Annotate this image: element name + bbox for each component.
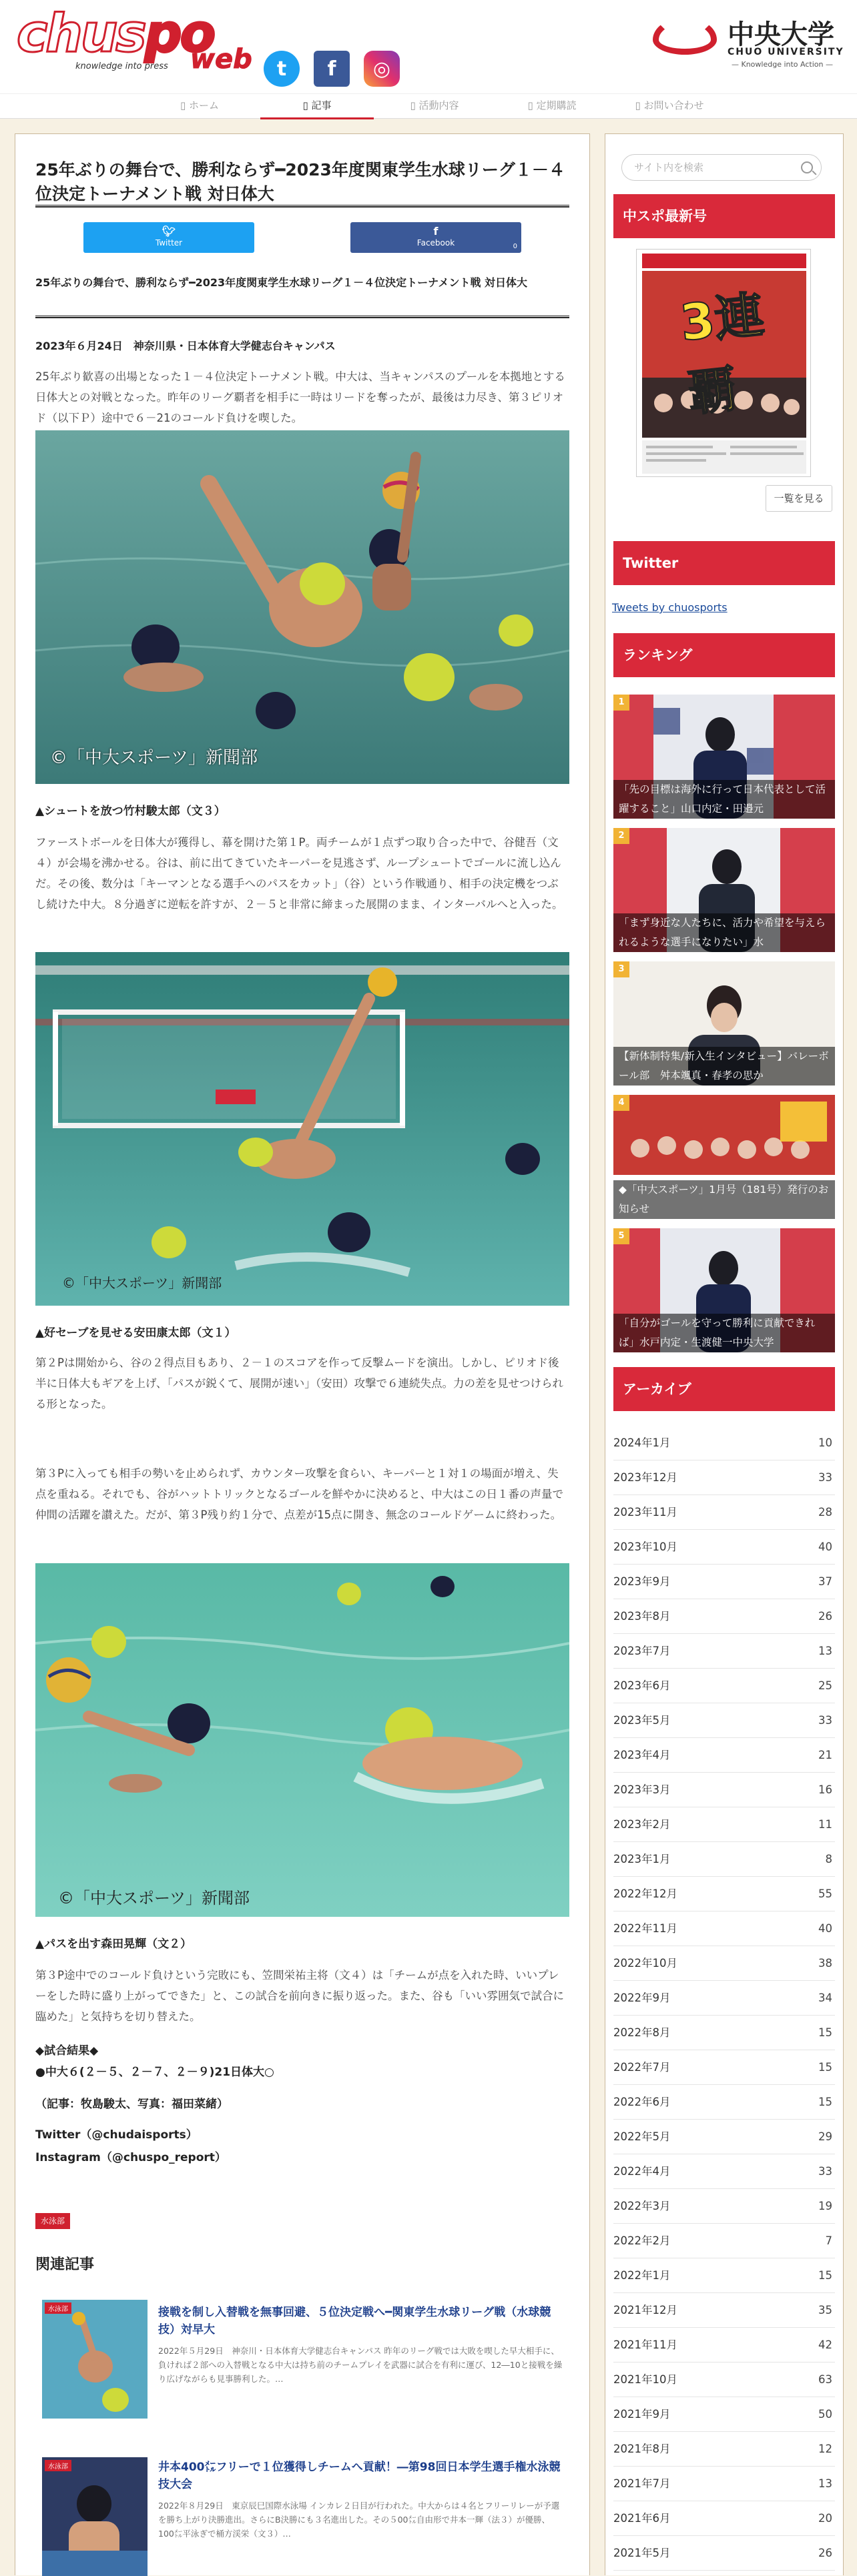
archive-month: 2022年11月 [613,1922,677,1935]
ranking-item[interactable] [613,1095,835,1219]
archive-count: 35 [818,2304,832,2316]
cover-headline: 3連覇 [677,286,767,423]
archive-item[interactable] [613,2085,835,2120]
archive-count: 13 [818,1645,832,1657]
related-category-label: 水泳部 [45,2460,71,2471]
article-dateline: 2023年６月24日 神奈川県・日本体育大学健志台キャンパス [35,340,336,352]
photo-caption: ▲シュートを放つ竹村駿太郎（文３） [35,805,226,818]
ranking-caption: 【新体制特集/新入生インタビュー】バレーボール部 舛本颯真・春孝の思か [613,1047,835,1086]
photo-credit: ©「中大スポーツ」新聞部 [50,748,258,768]
twitter-timeline-link[interactable]: Tweets by chuosports [612,601,728,614]
archive-count: 15 [818,2096,832,2108]
archive-month: 2023年1月 [613,1853,671,1865]
archive-item[interactable] [613,2501,835,2536]
nav-articles[interactable]: ▯ 記事 [260,94,374,119]
archive-month: 2021年12月 [613,2304,677,2316]
nav-subscription[interactable]: ▯ 定期購読 [527,99,577,111]
archive-item[interactable] [613,2120,835,2154]
archive-month: 2021年8月 [613,2443,671,2455]
archive-item[interactable] [613,1599,835,1634]
archive-item[interactable] [613,1530,835,1565]
archive-month: 2023年11月 [613,1506,677,1519]
latest-issue-cover[interactable] [636,249,811,477]
archive-month: 2022年1月 [613,2269,671,2282]
archive-item[interactable] [613,2189,835,2224]
archive-count: 29 [818,2130,832,2143]
archive-item[interactable] [613,2293,835,2328]
photo-caption: ▲好セーブを見せる安田康太郎（文１） [35,1326,236,1340]
archive-count: 8 [825,1853,832,1865]
archive-item[interactable] [613,1703,835,1738]
nav-activities[interactable]: ▯ 活動内容 [410,99,459,111]
archive-count: 15 [818,2061,832,2074]
archive-month: 2022年7月 [613,2061,671,2074]
university-mark-icon [653,17,717,55]
archive-item[interactable] [613,1877,835,1911]
article-panel [15,133,590,2575]
instagram-icon[interactable]: ◎ [364,51,400,87]
ranking-heading: ランキング [613,633,835,677]
archive-count: 13 [818,2477,832,2490]
archive-count: 21 [818,1749,832,1761]
rank-number: 1 [613,695,629,711]
archive-month: 2024年1月 [613,1436,671,1449]
facebook-f-icon: f [433,225,439,238]
university-name-en: CHUO UNIVERSITY [728,47,844,57]
archive-count: 26 [818,2547,832,2559]
result-heading: ◆試合結果◆ [35,2044,99,2058]
archive-item[interactable] [613,2258,835,2293]
archive-count: 28 [818,1506,832,1519]
share-facebook-button[interactable]: f Facebook 0 [350,222,521,253]
archive-count: 16 [818,1783,832,1796]
article-paragraph: ファーストボールを日体大が獲得し、幕を開けた第１P。両チームが１点ずつ取り合った中で、谷健吾（文４）が会場を沸かせる。谷は、前に出てきていたキーパーを見逃さず、ループシュートでゴールに流し込んだ。その後、数分は「キーマンとなる選手へのパスをカット」（谷）という作戦通り、相手の決定機をつぶし続けた中大。８分過ぎに逆転を許すが、２－５と非常に締まった展開のまま、インターバルへと入った。 [35,836,563,911]
article-subtitle: 25年ぶりの舞台で、勝利ならず━2023年度関東学生水球リーグ１－４位決定トーナメント戦 対日体大 [35,276,528,289]
archive-item[interactable] [613,1773,835,1807]
twitter-icon[interactable]: t [264,51,300,87]
archive-item[interactable] [613,2016,835,2050]
nav-home[interactable]: ▯ ホーム [180,99,220,111]
rank-number: 3 [613,961,629,977]
archive-item[interactable] [613,1495,835,1530]
archive-count: 63 [818,2373,832,2386]
ranking-caption: 「まず身近な人たちに、活力や希望を与えられるような選手になりたい」水 [613,913,835,952]
archive-month: 2022年5月 [613,2130,671,2143]
rank-number: 4 [613,1095,629,1111]
archive-count: 42 [818,2338,832,2351]
view-all-issues-button[interactable]: 一覧を見る [766,485,832,512]
archive-count: 15 [818,2026,832,2039]
archive-month: 2023年5月 [613,1714,671,1727]
archive-count: 25 [818,1679,832,1692]
related-heading: 関連記事 [35,2256,95,2273]
twitter-account-link[interactable]: Twitter（@chudaisports） [35,2128,198,2142]
archive-item[interactable] [613,1565,835,1599]
related-article-title[interactable]: 接戦を制し入替戦を無事回避、５位決定戦へ━関東学生水球リーグ戦（水球競技）対早大 [158,2306,551,2336]
archive-count: 10 [818,1436,832,1449]
archive-item[interactable] [613,2467,835,2501]
twitter-bird-icon: 🐦︎ [162,225,176,238]
article-paragraph: 第３Pに入っても相手の勢いを止められず、カウンター攻撃を食らい、キーパーと１対１の場面が増え、失点を重ねる。それでも、谷がハットトリックとなるゴールを鮮やかに決めると、中大はこの日１番の声量で仲間の活躍を讃えた。だが、第３P残り約１分で、点差が15点に開き、無念のコールドゲームに終わった。 [35,1467,564,1521]
related-thumbnail[interactable] [42,2457,148,2576]
facebook-icon[interactable]: f [314,51,350,87]
archive-month: 2022年6月 [613,2096,671,2108]
article-paragraph: 第３P途中でのコールド負けという完敗にも、笠間栄祐主将（文４）は「チームが点を入れた時、いいプレーをした時に盛り上がってできた」と、この試合を前向きに振り返った。また、谷も「いい雰囲気で試合に臨めた」と気持ちを切り替えた。 [35,1969,564,2023]
archive-count: 19 [818,2200,832,2212]
article-photo [35,1563,569,1917]
archive-month: 2023年12月 [613,1471,677,1484]
ranking-item[interactable] [613,695,835,819]
archive-count: 33 [818,1714,832,1727]
archive-month: 2022年9月 [613,1992,671,2004]
photo-credit: ©「中大スポーツ」新聞部 [62,1275,222,1291]
archive-count: 40 [818,1922,832,1935]
share-twitter-button[interactable]: 🐦︎ Twitter [83,222,254,253]
logo-wordmark: chuspo [17,4,214,64]
title-rule [35,205,569,207]
archive-item[interactable] [613,1981,835,2016]
archive-item[interactable] [613,2432,835,2467]
archive-count: 15 [818,2269,832,2282]
archive-month: 2021年5月 [613,2547,671,2559]
search-input[interactable]: サイト内を検索 [621,154,822,181]
nav-contact[interactable]: ▯ お問い合わせ [635,99,704,111]
ranking-caption: ◆「中大スポーツ」1月号（181号）発行のお知らせ [613,1180,835,1219]
archive-month: 2023年4月 [613,1749,671,1761]
archive-month: 2021年9月 [613,2408,671,2421]
archive-month: 2022年4月 [613,2165,671,2178]
archive-count: 12 [818,2443,832,2455]
archive-count: 20 [818,2512,832,2525]
archive-item[interactable] [613,2536,835,2571]
latest-issue-heading: 中スポ最新号 [613,194,835,238]
archive-count: 33 [818,1471,832,1484]
archive-item[interactable] [613,1738,835,1773]
archive-heading: アーカイブ [613,1367,835,1411]
archive-count: 33 [818,2165,832,2178]
archive-month: 2022年2月 [613,2234,671,2247]
archive-item[interactable] [613,2328,835,2363]
related-article-excerpt: 2022年８月29日 東京辰巳国際水泳場 インカレ２日目が行われた。中大からは４名とフリーリレーが予選を勝ち上がり決勝進出。さらにB決勝にも３名進出した。その５00㍍自由形で井本一輝（法３）が優勝、100㍍平泳ぎで桶方渓栄（文３）… [158,2501,560,2539]
university-name-ja: 中央大学 [728,19,834,50]
instagram-account-link[interactable]: Instagram（@chuspo_report） [35,2151,226,2164]
facebook-share-count: 0 [513,243,517,250]
archive-month: 2022年8月 [613,2026,671,2039]
archive-item[interactable] [613,2397,835,2432]
related-article-excerpt: 2022年５月29日 神奈川・日本体育大学健志台キャンパス 昨年のリーグ戦では大敗を喫した早大相手に、負ければ２部への入替戦となる中大は持ち前のチームプレイを武器に試合を有利に運び、12―10と接戦を繰り広げながらも見事勝利した。… [158,2346,563,2384]
subtitle-rule [35,316,569,318]
archive-month: 2021年6月 [613,2512,671,2525]
match-result: ●中大６(２－５、２－７、２－９)21日体大○ [35,2066,274,2079]
archive-month: 2022年10月 [613,1957,677,1970]
site-logo[interactable] [17,5,250,77]
archive-count: 40 [818,1541,832,1553]
archive-item[interactable] [613,1669,835,1703]
archive-month: 2021年7月 [613,2477,671,2490]
archive-month: 2023年3月 [613,1783,671,1796]
archive-month: 2023年7月 [613,1645,671,1657]
archive-count: 50 [818,2408,832,2421]
archive-month: 2023年10月 [613,1541,677,1553]
rank-number: 5 [613,1228,629,1244]
article-photo [35,952,569,1306]
ranking-item[interactable] [613,961,835,1086]
twitter-heading: Twitter [613,541,835,585]
ranking-item[interactable] [613,1228,835,1352]
related-category-label: 水泳部 [45,2302,71,2314]
archive-month: 2022年3月 [613,2200,671,2212]
university-tagline: — Knowledge into Action — [732,60,833,69]
photo-caption: ▲パスを出す森田晃輝（文２） [35,1938,192,1951]
rank-number: 2 [613,828,629,844]
archive-count: 38 [818,1957,832,1970]
archive-month: 2021年10月 [613,2373,677,2386]
article-photo [35,430,569,784]
archive-count: 37 [818,1575,832,1588]
ranking-item[interactable] [613,828,835,952]
archive-month: 2023年9月 [613,1575,671,1588]
photo-credit: ©「中大スポーツ」新聞部 [58,1889,250,1907]
search-icon[interactable] [801,161,813,173]
archive-month: 2023年6月 [613,1679,671,1692]
article-title: 25年ぶりの舞台で、勝利ならず━2023年度関東学生水球リーグ１－４位決定トーナメント戦 対日体大 [35,160,565,203]
archive-item[interactable] [613,1460,835,1495]
archive-item[interactable] [613,2363,835,2397]
main-nav [0,93,857,119]
archive-count: 26 [818,1610,832,1623]
archive-count: 7 [825,2234,832,2247]
archive-month: 2023年8月 [613,1610,671,1623]
related-article-title[interactable]: 井本400㍍フリーで１位獲得しチームへ貢献！―第98回日本学生選手権水泳競技大会 [158,2461,561,2491]
ranking-caption: 「自分がゴールを守って勝利に貢献できれば」水戸内定・生渡健一中央大学 [613,1314,835,1352]
archive-month: 2022年12月 [613,1887,677,1900]
archive-count: 34 [818,1992,832,2004]
archive-item[interactable] [613,1911,835,1946]
ranking-caption: 「先の目標は海外に行って日本代表として活躍すること」山口内定・田邉元 [613,780,835,819]
archive-item[interactable] [613,1946,835,1981]
archive-item[interactable] [613,1842,835,1877]
archive-month: 2021年11月 [613,2338,677,2351]
archive-item[interactable] [613,1634,835,1669]
category-tag[interactable]: 水泳部 [35,2213,70,2229]
article-credit: （記事：牧島駿太、写真：福田菜緒） [35,2098,228,2111]
sidebar [605,133,844,2575]
archive-count: 55 [818,1887,832,1900]
archive-item[interactable] [613,1807,835,1842]
article-paragraph: 第２Pは開始から、谷の２得点目もあり、２－１のスコアを作って反撃ムードを演出。しかし、ピリオド後半に日体大もギアを上げ、「パスが鋭くて、展開が速い」（安田）攻撃で６連続失点。力の差を見せつけられる形となった。 [35,1356,564,1410]
archive-item[interactable] [613,2050,835,2085]
logo-web: web [190,44,252,75]
archive-item[interactable] [613,2224,835,2258]
university-logo[interactable] [653,13,846,67]
site-header [0,0,857,119]
logo-tagline: knowledge into press [75,61,168,71]
archive-item[interactable] [613,2154,835,2189]
archive-count: 11 [818,1818,832,1831]
archive-month: 2023年2月 [613,1818,671,1831]
article-paragraph: 25年ぶり歓喜の出場となった１－４位決定トーナメント戦。中大は、当キャンパスのプールを本拠地とする日体大との対戦となった。昨年のリーグ覇者を相手に一時はリードを奪ったが、最後は力尽き、第３ピリオド（以下Ｐ）途中で６－21のコールド負けを喫した。 [35,370,565,424]
related-thumbnail[interactable] [42,2300,148,2419]
archive-item[interactable] [613,1426,835,1460]
